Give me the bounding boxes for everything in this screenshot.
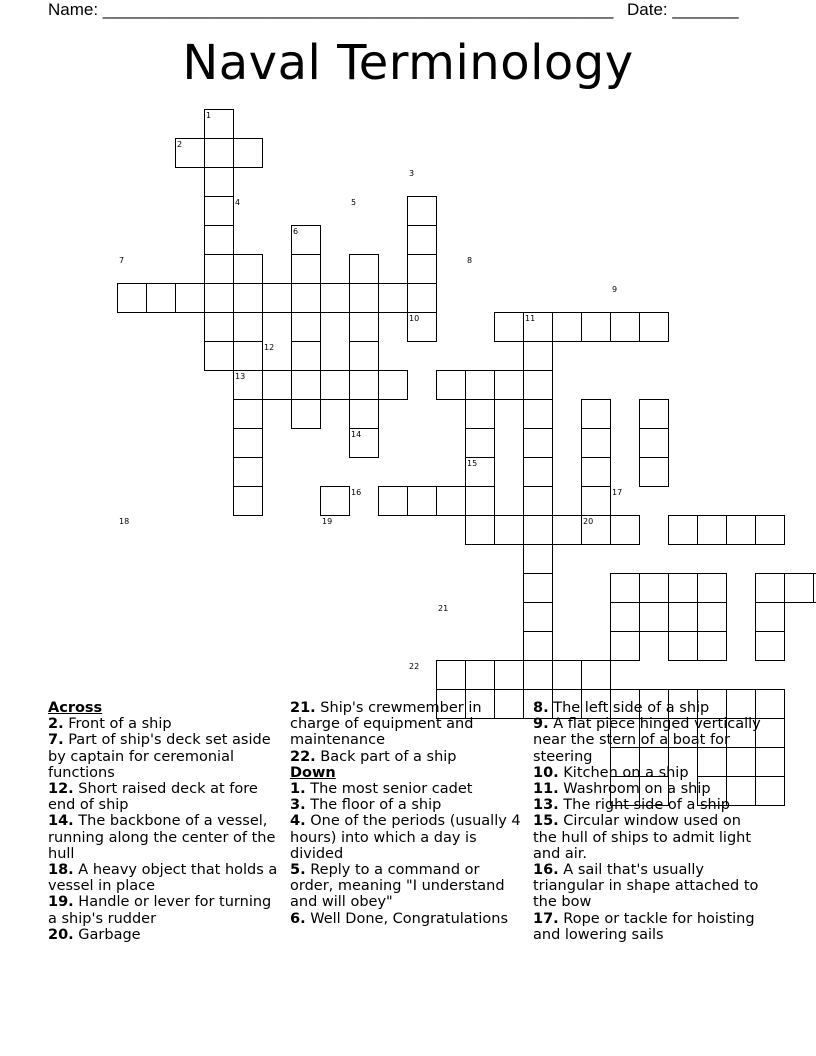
grid-cell[interactable] bbox=[523, 515, 553, 545]
grid-cell[interactable] bbox=[697, 631, 727, 661]
grid-cell[interactable] bbox=[552, 660, 582, 690]
grid-cell[interactable] bbox=[378, 370, 408, 400]
grid-cell[interactable] bbox=[523, 573, 553, 603]
grid-cell[interactable] bbox=[233, 254, 263, 284]
grid-cell[interactable] bbox=[581, 457, 611, 487]
name-field-label: Name: ______________________________________________________ bbox=[48, 0, 614, 19]
grid-cell[interactable] bbox=[523, 428, 553, 458]
across-clue-19: 19. Handle or lever for turning a ship's rudder bbox=[48, 894, 272, 927]
grid-cell[interactable] bbox=[407, 312, 437, 342]
grid-cell[interactable] bbox=[639, 428, 669, 458]
down-clue-11: 11. Washroom on a ship bbox=[533, 781, 711, 798]
clue-number-21: 21 bbox=[438, 604, 449, 613]
grid-cell[interactable] bbox=[407, 225, 437, 255]
grid-cell[interactable] bbox=[610, 602, 640, 632]
grid-cell[interactable] bbox=[755, 631, 785, 661]
grid-cell[interactable] bbox=[349, 283, 379, 313]
grid-cell[interactable] bbox=[291, 283, 321, 313]
grid-cell[interactable] bbox=[523, 457, 553, 487]
down-clue-4: 4. One of the periods (usually 4 hours) into which a day is divided bbox=[290, 813, 521, 862]
across-clue-2: 2. Front of a ship bbox=[48, 716, 172, 733]
across-clue-20: 20. Garbage bbox=[48, 926, 141, 943]
clue-number-8: 8 bbox=[467, 256, 473, 265]
clue-number-10: 10 bbox=[409, 314, 420, 323]
grid-cell[interactable] bbox=[204, 109, 234, 139]
down-clue-13: 13. The right side of a ship bbox=[533, 797, 730, 814]
grid-cell[interactable] bbox=[291, 341, 321, 371]
down-clue-16: 16. A sail that's usually triangular in shape attached to the bow bbox=[533, 862, 759, 911]
clue-number-16: 16 bbox=[351, 488, 362, 497]
grid-cell[interactable] bbox=[204, 254, 234, 284]
grid-cell[interactable] bbox=[349, 370, 379, 400]
grid-cell[interactable] bbox=[465, 399, 495, 429]
grid-cell[interactable] bbox=[291, 225, 321, 255]
grid-cell[interactable] bbox=[668, 602, 698, 632]
grid-cell[interactable] bbox=[494, 660, 524, 690]
grid-cell[interactable] bbox=[523, 341, 553, 371]
grid-cell[interactable] bbox=[697, 602, 727, 632]
grid-cell[interactable] bbox=[581, 428, 611, 458]
down-clue-1: 1. The most senior cadet bbox=[290, 781, 473, 798]
grid-cell[interactable] bbox=[262, 283, 292, 313]
grid-cell[interactable] bbox=[320, 486, 350, 516]
grid-cell[interactable] bbox=[465, 428, 495, 458]
grid-cell[interactable] bbox=[117, 283, 147, 313]
grid-cell[interactable] bbox=[639, 457, 669, 487]
across-clue-12: 12. Short raised deck at fore end of ship bbox=[48, 781, 258, 814]
grid-cell[interactable] bbox=[581, 515, 611, 545]
grid-cell[interactable] bbox=[610, 573, 640, 603]
clue-column-2 bbox=[290, 700, 526, 927]
across-clue-14: 14. The backbone of a vessel, running along the center of the hull bbox=[48, 813, 276, 862]
grid-cell[interactable] bbox=[204, 196, 234, 226]
grid-cell[interactable] bbox=[204, 167, 234, 197]
grid-cell[interactable] bbox=[668, 515, 698, 545]
across-clue-21: 21. Ship's crewmember in charge of equipment and maintenance bbox=[290, 700, 482, 749]
grid-cell[interactable] bbox=[523, 544, 553, 574]
clue-column-3 bbox=[533, 700, 769, 943]
grid-cell[interactable] bbox=[668, 631, 698, 661]
grid-cell[interactable] bbox=[523, 486, 553, 516]
down-clue-15: 15. Circular window used on the hull of ships to admit light and air. bbox=[533, 813, 752, 862]
clue-number-4: 4 bbox=[235, 198, 241, 207]
grid-cell[interactable] bbox=[291, 254, 321, 284]
clue-number-15: 15 bbox=[467, 459, 478, 468]
grid-cell[interactable] bbox=[349, 399, 379, 429]
grid-cell[interactable] bbox=[291, 370, 321, 400]
clue-number-20: 20 bbox=[583, 517, 594, 526]
grid-cell[interactable] bbox=[320, 370, 350, 400]
clue-number-3: 3 bbox=[409, 169, 415, 178]
page-title: Naval Terminology bbox=[182, 35, 634, 91]
clue-number-17: 17 bbox=[612, 488, 623, 497]
grid-cell[interactable] bbox=[523, 370, 553, 400]
grid-cell[interactable] bbox=[349, 341, 379, 371]
down-clue-10: 10. Kitchen on a ship bbox=[533, 764, 689, 781]
grid-cell[interactable] bbox=[465, 486, 495, 516]
grid-cell[interactable] bbox=[581, 486, 611, 516]
grid-cell[interactable] bbox=[668, 573, 698, 603]
grid-cell[interactable] bbox=[291, 399, 321, 429]
down-clue-5: 5. Reply to a command or order, meaning "I understand and will obey" bbox=[290, 862, 505, 911]
across-clue-22: 22. Back part of a ship bbox=[290, 748, 457, 765]
clue-number-22: 22 bbox=[409, 662, 420, 671]
grid-cell[interactable] bbox=[755, 515, 785, 545]
grid-cell[interactable] bbox=[349, 254, 379, 284]
grid-cell[interactable] bbox=[233, 341, 263, 371]
grid-cell[interactable] bbox=[552, 515, 582, 545]
down-clue-8: 8. The left side of a ship bbox=[533, 700, 710, 716]
clue-number-18: 18 bbox=[119, 517, 130, 526]
grid-cell[interactable] bbox=[378, 486, 408, 516]
clue-number-14: 14 bbox=[351, 430, 362, 439]
grid-cell[interactable] bbox=[697, 573, 727, 603]
grid-cell[interactable] bbox=[436, 486, 466, 516]
across-clue-18: 18. A heavy object that holds a vessel in place bbox=[48, 862, 278, 895]
grid-cell[interactable] bbox=[465, 515, 495, 545]
grid-cell[interactable] bbox=[320, 283, 350, 313]
grid-cell[interactable] bbox=[407, 254, 437, 284]
grid-cell[interactable] bbox=[233, 370, 263, 400]
grid-cell[interactable] bbox=[755, 573, 785, 603]
down-heading: Down bbox=[290, 764, 336, 781]
grid-cell[interactable] bbox=[523, 660, 553, 690]
grid-cell[interactable] bbox=[726, 515, 756, 545]
grid-cell[interactable] bbox=[581, 660, 611, 690]
grid-cell[interactable] bbox=[204, 283, 234, 313]
grid-cell[interactable] bbox=[755, 602, 785, 632]
down-clue-6: 6. Well Done, Congratulations bbox=[290, 910, 509, 927]
clue-number-19: 19 bbox=[322, 517, 333, 526]
clue-number-1: 1 bbox=[206, 111, 212, 120]
grid-cell[interactable] bbox=[465, 457, 495, 487]
grid-cell[interactable] bbox=[407, 196, 437, 226]
grid-cell[interactable] bbox=[639, 399, 669, 429]
clue-number-5: 5 bbox=[351, 198, 357, 207]
grid-cell[interactable] bbox=[465, 370, 495, 400]
clue-number-2: 2 bbox=[177, 140, 183, 149]
grid-cell[interactable] bbox=[436, 660, 466, 690]
grid-cell[interactable] bbox=[581, 399, 611, 429]
across-clue-7: 7. Part of ship's deck set aside by captain for ceremonial functions bbox=[48, 732, 271, 781]
grid-cell[interactable] bbox=[233, 283, 263, 313]
grid-cell[interactable] bbox=[523, 602, 553, 632]
grid-cell[interactable] bbox=[581, 312, 611, 342]
grid-cell[interactable] bbox=[407, 486, 437, 516]
clue-number-9: 9 bbox=[612, 285, 618, 294]
clue-number-6: 6 bbox=[293, 227, 299, 236]
grid-cell[interactable] bbox=[436, 370, 466, 400]
grid-cell[interactable] bbox=[610, 631, 640, 661]
grid-cell[interactable] bbox=[175, 283, 205, 313]
grid-cell[interactable] bbox=[233, 486, 263, 516]
grid-cell[interactable] bbox=[552, 312, 582, 342]
date-field-label: Date: _______ bbox=[627, 0, 739, 19]
grid-cell[interactable] bbox=[233, 138, 263, 168]
grid-cell[interactable] bbox=[610, 312, 640, 342]
grid-cell[interactable] bbox=[523, 631, 553, 661]
grid-cell[interactable] bbox=[523, 399, 553, 429]
grid-cell[interactable] bbox=[349, 312, 379, 342]
grid-cell[interactable] bbox=[407, 283, 437, 313]
down-clue-17: 17. Rope or tackle for hoisting and lowering sails bbox=[533, 910, 755, 943]
clue-number-11: 11 bbox=[525, 314, 536, 323]
grid-cell[interactable] bbox=[494, 370, 524, 400]
grid-cell[interactable] bbox=[349, 428, 379, 458]
grid-cell[interactable] bbox=[175, 138, 205, 168]
grid-cell[interactable] bbox=[233, 312, 263, 342]
grid-cell[interactable] bbox=[204, 138, 234, 168]
clue-number-12: 12 bbox=[264, 343, 275, 352]
grid-cell[interactable] bbox=[639, 312, 669, 342]
grid-cell[interactable] bbox=[378, 283, 408, 313]
grid-cell[interactable] bbox=[233, 399, 263, 429]
down-clue-3: 3. The floor of a ship bbox=[290, 797, 442, 814]
grid-cell[interactable] bbox=[146, 283, 176, 313]
grid-cell[interactable] bbox=[639, 602, 669, 632]
grid-cell[interactable] bbox=[784, 573, 814, 603]
grid-cell[interactable] bbox=[697, 515, 727, 545]
grid-cell[interactable] bbox=[465, 660, 495, 690]
grid-cell[interactable] bbox=[262, 370, 292, 400]
clue-number-7: 7 bbox=[119, 256, 125, 265]
grid-cell[interactable] bbox=[494, 312, 524, 342]
grid-cell[interactable] bbox=[204, 312, 234, 342]
grid-cell[interactable] bbox=[523, 312, 553, 342]
grid-cell[interactable] bbox=[610, 515, 640, 545]
down-clue-9: 9. A flat piece hinged vertically near the stern of a boat for steering bbox=[533, 716, 761, 765]
grid-cell[interactable] bbox=[494, 515, 524, 545]
across-heading: Across bbox=[48, 700, 103, 716]
grid-cell[interactable] bbox=[291, 312, 321, 342]
clue-column-1 bbox=[48, 700, 284, 943]
grid-cell[interactable] bbox=[233, 457, 263, 487]
grid-cell[interactable] bbox=[204, 225, 234, 255]
grid-cell[interactable] bbox=[204, 341, 234, 371]
clue-number-13: 13 bbox=[235, 372, 246, 381]
grid-cell[interactable] bbox=[233, 428, 263, 458]
grid-cell[interactable] bbox=[639, 573, 669, 603]
